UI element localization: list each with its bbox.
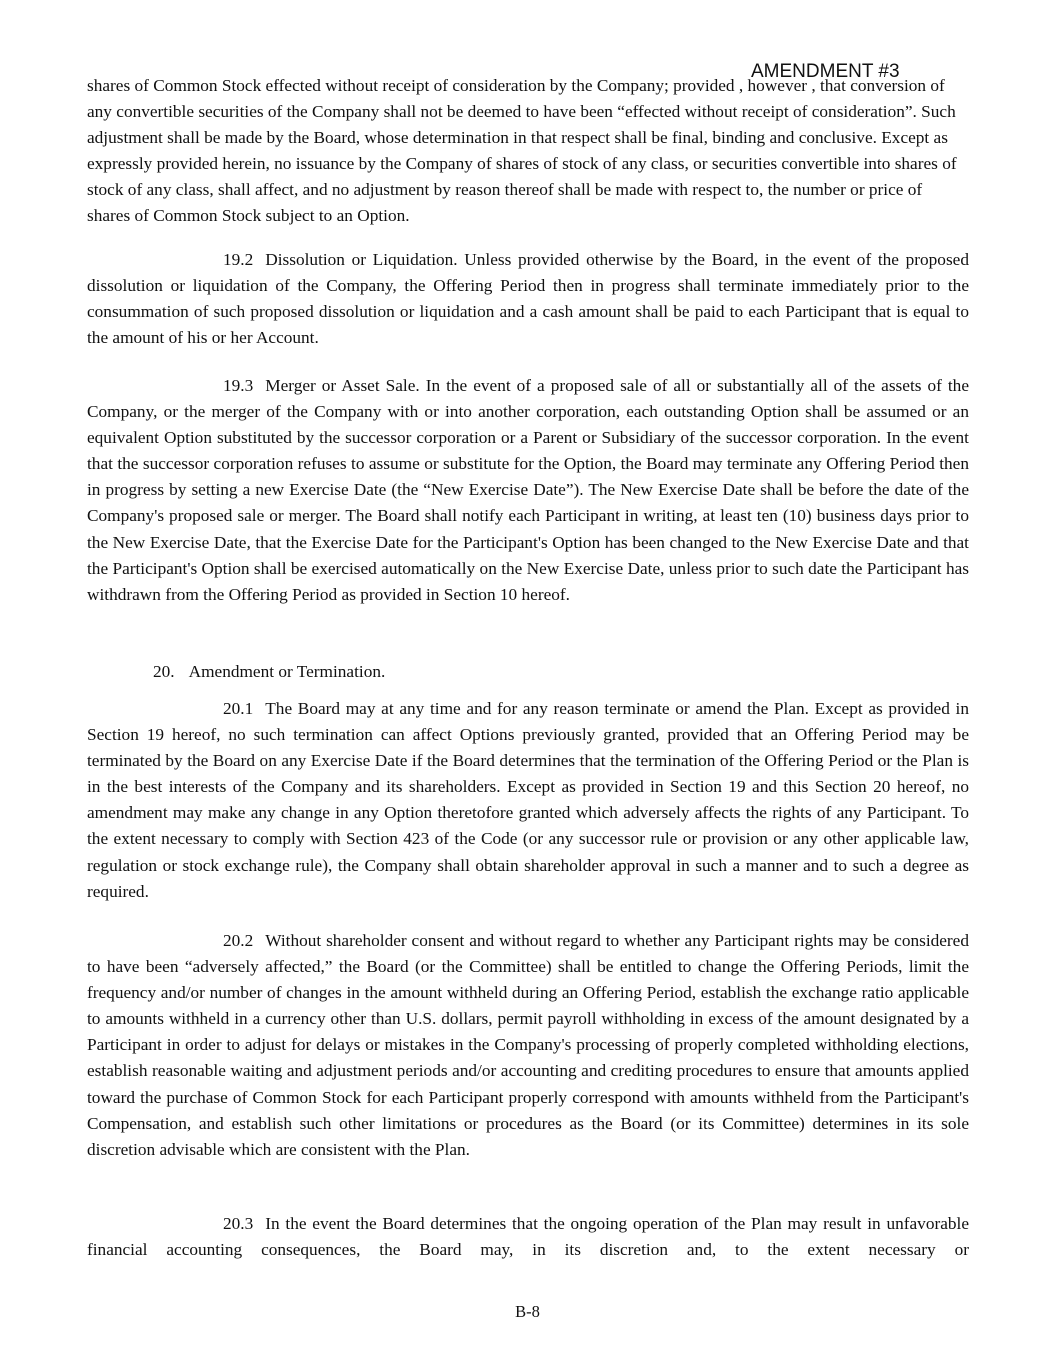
section-20-heading bbox=[153, 659, 385, 685]
section-text: Merger or Asset Sale. In the event of a proposed sale of all or substantially all of the assets of the Company, or the merger of the Company with or into another corporation, each outstanding Option shall be assumed or an equivalent Option substituted by the successor corporation or a Parent or Subsidiary of the successor corporation. In the event that the successor corporation refuses to assume or substitute for the Option, the Board may terminate any Offering Period then in progress by setting a new Exercise Date (the “New Exercise Date”). The New Exercise Date shall be before the date of the Company's proposed sale or merger. The Board shall notify each Participant in writing, at least ten (10) business days prior to the New Exercise Date, that the Exercise Date for the Participant's Option has been changed to the New Exercise Date and that the Participant's Option shall be exercised automatically on the New Exercise Date, unless prior to such date the Participant has withdrawn from the Offering Period as provided in Section 10 hereof. bbox=[87, 376, 969, 604]
section-number: 19.2 bbox=[223, 250, 254, 269]
amendment-stamp: AMENDMENT #3 bbox=[751, 61, 900, 82]
section-20-2 bbox=[87, 928, 969, 1163]
continuation-paragraph: shares of Common Stock effected without receipt of consideration by the Company; provided , however , that conversion of any convertible securities of the Company shall not be deemed to have been “effected without receipt of consideration”. Such adjustment shall be made by the Board, whose determination in that respect shall be final, binding and conclusive. Except as expressly provided herein, no issuance by the Company of shares of stock of any class, or securities convertible into shares of stock of any class, shall affect, and no adjustment by reason thereof shall be made with respect to, the number or price of shares of Common Stock subject to an Option. bbox=[87, 76, 957, 226]
section-text: In the event the Board determines that the ongoing operation of the Plan may result in unfavorable financial accounting consequences, the Board may, in its discretion and, to the extent necessary or bbox=[87, 1214, 969, 1260]
section-19-2 bbox=[87, 247, 969, 351]
page-number: B-8 bbox=[515, 1302, 540, 1321]
section-number: 20.3 bbox=[223, 1214, 254, 1233]
section-text: Without shareholder consent and without regard to whether any Participant rights may be considered to have been “adversely affected,” the Board (or the Committee) shall be entitled to change the Offering Periods, limit the frequency and/or number of changes in the amount withheld during an Offering Period, establish the exchange ratio applicable to amounts withheld in a currency other than U.S. dollars, permit payroll withholding in excess of the amount designated by a Participant in order to adjust for delays or mistakes in the Company's processing of properly completed withholding elections, establish reasonable waiting and adjustment periods and/or accounting and crediting procedures to ensure that amounts applied toward the purchase of Common Stock for each Participant properly correspond with amounts withheld from the Participant's Compensation, and establish such other limitations or procedures as the Board (or its Committee) determines in its sole discretion advisable which are consistent with the Plan. bbox=[87, 931, 969, 1159]
section-number: 20.2 bbox=[223, 931, 254, 950]
section-number: 20.1 bbox=[223, 699, 254, 718]
section-title: Amendment or Termination. bbox=[188, 662, 386, 681]
section-text: Dissolution or Liquidation. Unless provided otherwise by the Board, in the event of the proposed dissolution or liquidation of the Company, the Offering Period then in progress shall terminate immediately prior to the consummation of such proposed dissolution or liquidation and a cash amount shall be paid to each Participant that is equal to the amount of his or her Account. bbox=[87, 250, 969, 348]
section-20-1 bbox=[87, 696, 969, 905]
section-number: 19.3 bbox=[223, 376, 254, 395]
section-number: 20. bbox=[153, 662, 175, 681]
section-20-3 bbox=[87, 1211, 969, 1263]
section-19-3 bbox=[87, 373, 969, 608]
section-text: The Board may at any time and for any reason terminate or amend the Plan. Except as provided in Section 19 hereof, no such termination can affect Options previously granted, provided that an Offering Period may be terminated by the Board on any Exercise Date if the Board determines that the termination of the Offering Period or the Plan is in the best interests of the Company and its shareholders. Except as provided in Section 19 and this Section 20 hereof, no amendment may make any change in any Option theretofore granted which adversely affects the rights of any Participant. To the extent necessary to comply with Section 423 of the Code (or any successor rule or provision or any other applicable law, regulation or stock exchange rule), the Company shall obtain shareholder approval in such a manner and to such a degree as required. bbox=[87, 699, 969, 901]
